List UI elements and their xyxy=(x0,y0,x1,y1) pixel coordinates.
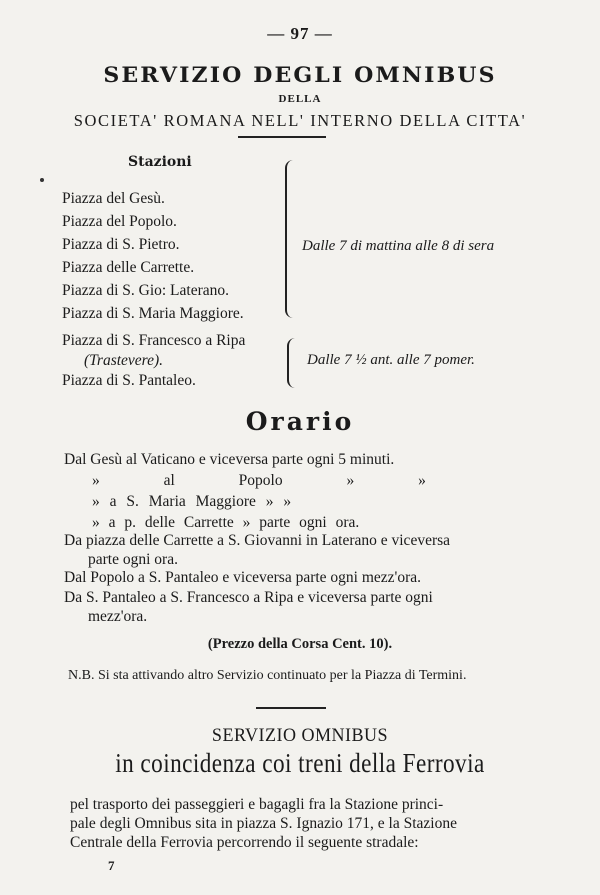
brace-group2 xyxy=(287,338,299,388)
brace-group1 xyxy=(285,160,299,318)
station-item: Piazza di S. Maria Maggiore. xyxy=(62,305,244,322)
orario-line: Da S. Pantaleo a S. Francesco a Ripa e viceversa parte ogni xyxy=(64,589,433,606)
orario-line: » a p. delle Carrette » parte ogni ora. xyxy=(92,514,360,531)
main-subtitle: SOCIETA' ROMANA NELL' INTERNO DELLA CITTA' xyxy=(73,111,527,130)
title-rule xyxy=(238,136,326,138)
orario-line: Dal Popolo a S. Pantaleo e viceversa parte ogni mezz'ora. xyxy=(64,569,422,586)
title-della: DELLA xyxy=(278,93,322,105)
nb-note: N.B. Si sta attivando altro Servizio continuato per la Piazza di Termini. xyxy=(68,668,467,683)
station-item: Piazza di S. Gio: Laterano. xyxy=(62,282,230,299)
station-item: Piazza di S. Francesco a Ripa xyxy=(62,332,246,349)
orario-line: » al Popolo » » xyxy=(92,472,426,489)
ink-dot xyxy=(40,178,44,182)
stations-heading: Stazioni xyxy=(128,154,192,170)
section-title: SERVIZIO OMNIBUS xyxy=(211,725,389,746)
paragraph-line: pale degli Omnibus sita in piazza S. Ignazio 171, e la Stazione xyxy=(70,815,457,832)
station-item: Piazza del Gesù. xyxy=(62,190,165,207)
station-item: Piazza del Popolo. xyxy=(62,213,177,230)
orario-line: Da piazza delle Carrette a S. Giovanni in Laterano e viceversa xyxy=(64,532,451,549)
section-subtitle: in coincidenza coi treni della Ferrovia xyxy=(115,748,485,778)
orario-line: mezz'ora. xyxy=(88,608,148,625)
group2-hours: Dalle 7 ½ ant. alle 7 pomer. xyxy=(307,352,475,368)
station-item: Piazza delle Carrette. xyxy=(62,259,195,276)
signature-mark: 7 xyxy=(108,858,115,873)
station-item: Piazza di S. Pietro. xyxy=(62,236,180,253)
price-note: (Prezzo della Corsa Cent. 10). xyxy=(207,636,393,652)
station-item: Piazza di S. Pantaleo. xyxy=(62,372,196,389)
orario-line: parte ogni ora. xyxy=(88,551,178,568)
station-item: (Trastevere). xyxy=(84,352,164,369)
page-number: — 97 — xyxy=(267,24,333,43)
section-rule xyxy=(256,707,326,709)
orario-heading: Orario xyxy=(245,407,355,436)
main-title: SERVIZIO DEGLI OMNIBUS xyxy=(103,62,497,87)
paragraph-line: Centrale della Ferrovia percorrendo il seguente stradale: xyxy=(70,834,419,851)
orario-line: Dal Gesù al Vaticano e viceversa parte ogni 5 minuti. xyxy=(64,451,395,468)
group1-hours: Dalle 7 di mattina alle 8 di sera xyxy=(302,238,495,254)
orario-line: » a S. Maria Maggiore » » xyxy=(92,493,292,510)
paragraph-line: pel trasporto dei passeggieri e bagagli fra la Stazione princi- xyxy=(70,796,444,813)
